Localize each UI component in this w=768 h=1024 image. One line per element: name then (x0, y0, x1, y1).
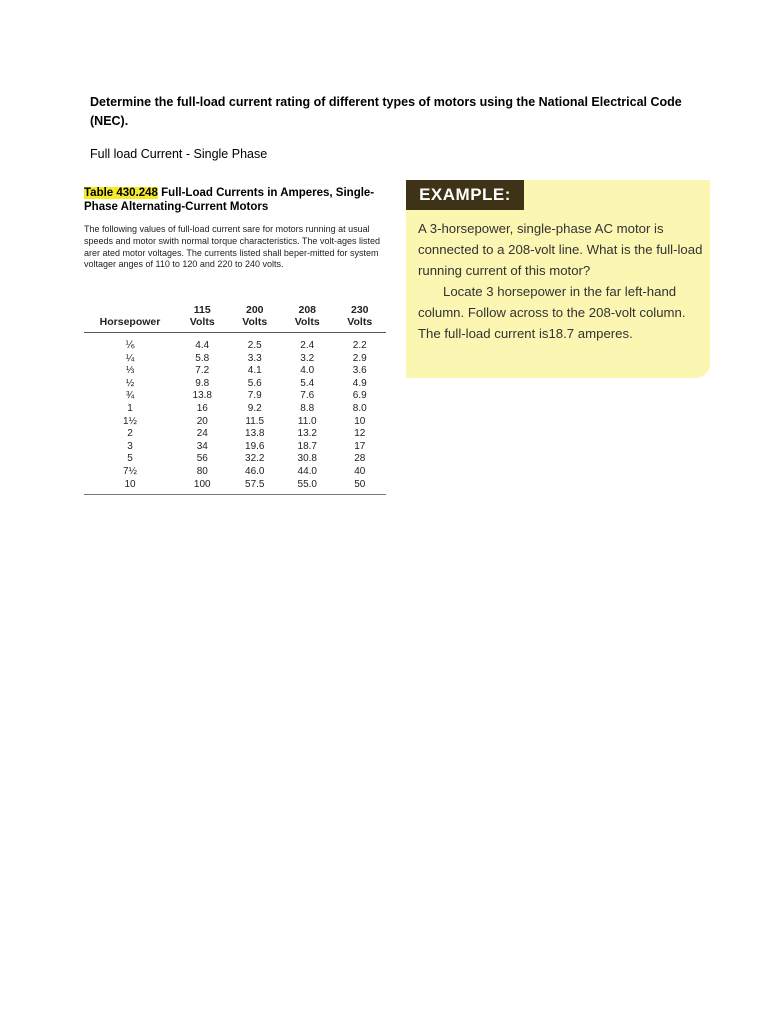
header-230-num: 230 (350, 304, 369, 316)
table-header-row (84, 304, 386, 333)
cell-115: 9.8 (195, 377, 210, 389)
table-row (84, 353, 386, 366)
cell-115: 13.8 (192, 390, 212, 402)
example-box (406, 180, 710, 378)
table-row (84, 416, 386, 429)
cell-200: 57.5 (229, 479, 282, 495)
cell-hp: 7½ (123, 465, 137, 477)
cell-115: 4.4 (195, 340, 210, 351)
cell-hp: 10 (84, 479, 176, 495)
table-note: The following values of full-load current sare for motors running at usual speeds and motor swith normal torque characteristics. The volt-ages listed arer ated motor voltages. The currents listed shall beper-mitted for system voltager anges of 110 to 120 and 220 to 240 volts. (84, 224, 380, 270)
example-title: EXAMPLE: (406, 180, 524, 210)
cell-200: 11.5 (245, 415, 265, 427)
cell-230: 2.9 (352, 352, 367, 364)
cell-200: 3.3 (247, 352, 262, 364)
cell-200: 32.2 (245, 453, 265, 465)
page-subheading: Full load Current - Single Phase (90, 147, 268, 161)
header-208-unit: Volts (294, 316, 320, 328)
table-row (84, 403, 386, 416)
cell-230: 2.2 (352, 340, 367, 351)
cell-208: 4.0 (300, 365, 315, 377)
cell-230: 40 (354, 465, 366, 477)
header-200-volts (229, 304, 282, 333)
page-heading: Determine the full-load current rating of different types of motors using the National Electrical Code (NEC). (90, 95, 682, 128)
cell-115: 24 (196, 428, 208, 440)
cell-200: 5.6 (247, 377, 262, 389)
cell-200: 13.8 (245, 428, 265, 440)
cell-hp: ⅓ (125, 365, 135, 377)
cell-200: 9.2 (247, 402, 262, 414)
cell-230: 10 (354, 415, 366, 427)
cell-hp: ½ (125, 377, 135, 389)
cell-208: 44.0 (297, 465, 317, 477)
cell-115: 56 (196, 453, 208, 465)
header-230-unit: Volts (347, 316, 373, 328)
header-208-volts (281, 304, 334, 333)
cell-hp: 2 (127, 428, 133, 440)
cell-hp: 1 (127, 402, 133, 414)
cell-230: 12 (354, 428, 366, 440)
full-load-current-table (84, 304, 386, 495)
cell-200: 19.6 (245, 440, 265, 452)
cell-230: 4.9 (352, 377, 367, 389)
cell-230: 3.6 (352, 365, 367, 377)
cell-115: 16 (196, 402, 208, 414)
cell-208: 18.7 (297, 440, 317, 452)
cell-200: 2.5 (247, 340, 262, 351)
cell-230: 28 (354, 453, 366, 465)
table-row (84, 479, 386, 495)
cell-230: 17 (354, 440, 366, 452)
header-115-num: 115 (193, 304, 211, 316)
cell-115: 20 (196, 415, 208, 427)
header-115-volts (176, 304, 229, 333)
cell-208: 8.8 (300, 402, 315, 414)
table-row (84, 428, 386, 441)
cell-115: 5.8 (195, 352, 210, 364)
cell-hp: ¼ (125, 352, 135, 364)
header-horsepower: Horsepower (84, 304, 176, 333)
cell-208: 30.8 (297, 453, 317, 465)
cell-hp: 5 (127, 453, 133, 465)
cell-hp: 3 (127, 440, 133, 452)
cell-208: 3.2 (300, 352, 315, 364)
cell-hp: ⅙ (125, 340, 135, 351)
example-answer: Locate 3 horsepower in the far left-hand column. Follow across to the 208-volt column. The full-load current is18.7 amperes. (418, 284, 686, 341)
cell-230: 50 (334, 479, 387, 495)
cell-230: 8.0 (352, 402, 367, 414)
table-row (84, 453, 386, 466)
cell-208: 55.0 (281, 479, 334, 495)
table-row (84, 390, 386, 403)
table-row (84, 333, 386, 353)
cell-208: 13.2 (297, 428, 317, 440)
table-number: Table 430.248 (84, 187, 158, 199)
cell-230: 6.9 (352, 390, 367, 402)
cell-hp: ¾ (125, 390, 135, 402)
header-115-unit: Volts (189, 316, 215, 328)
header-230-volts (334, 304, 387, 333)
table-row (84, 378, 386, 391)
cell-115: 80 (196, 465, 208, 477)
example-question: A 3-horsepower, single-phase AC motor is connected to a 208-volt line. What is the full-load running current of this motor? (418, 221, 703, 278)
cell-200: 7.9 (247, 390, 262, 402)
cell-208: 5.4 (300, 377, 315, 389)
table-row (84, 365, 386, 378)
cell-208: 11.0 (297, 415, 317, 427)
cell-115: 100 (176, 479, 229, 495)
header-208-num: 208 (298, 304, 317, 316)
header-200-num: 200 (245, 304, 264, 316)
cell-200: 4.1 (247, 365, 262, 377)
table-row (84, 441, 386, 454)
header-200-unit: Volts (242, 316, 268, 328)
table-title: Full-Load Currents in Amperes, Single-Phase Alternating-Current Motors (84, 187, 375, 213)
example-body (418, 218, 704, 344)
table-caption (84, 186, 394, 214)
cell-208: 7.6 (300, 390, 315, 402)
cell-115: 34 (196, 440, 208, 452)
table-row (84, 466, 386, 479)
cell-200: 46.0 (245, 465, 265, 477)
cell-208: 2.4 (300, 340, 315, 351)
cell-hp: 1½ (123, 415, 137, 427)
cell-115: 7.2 (195, 365, 210, 377)
